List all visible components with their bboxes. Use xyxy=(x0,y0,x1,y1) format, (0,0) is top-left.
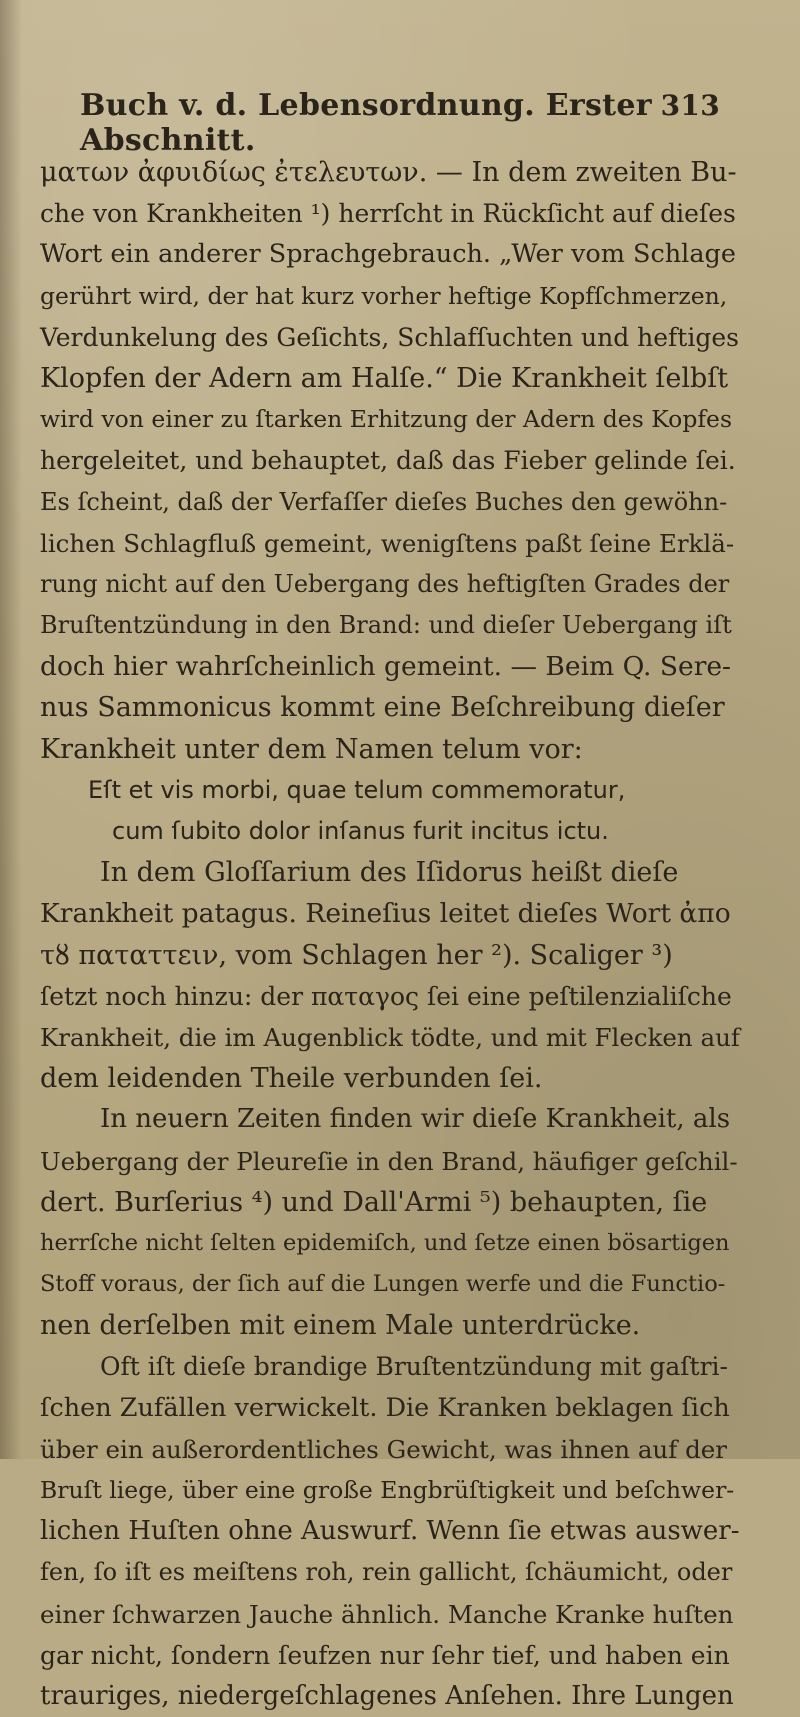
text-line: Krankheit unter dem Namen telum vor: xyxy=(40,733,583,765)
text-line: über ein außerordentliches Gewicht, was ihnen auf der xyxy=(40,1434,727,1464)
text-line: herrſche nicht ſelten epidemiſch, und ſetze einen bösartigen xyxy=(40,1229,730,1256)
text-line: einer ſchwarzen Jauche ähnlich. Manche Kranke huſten xyxy=(40,1599,734,1629)
text-line: Verdunkelung des Geſichts, Schlafſuchten und heftiges xyxy=(40,322,739,352)
text-line: nen derſelben mit einem Male unterdrücke. xyxy=(40,1310,641,1342)
running-title: Buch v. d. Lebensordnung. Erster Abschnitt. xyxy=(80,88,652,158)
text-line: hergeleitet, und behauptet, daß das Fieber gelinde ſei. xyxy=(40,446,736,476)
text-line: wird von einer zu ſtarken Erhitzung der Adern des Kopfes xyxy=(40,405,733,434)
text-line: Krankheit, die im Augenblick tödte, und mit Flecken auf xyxy=(40,1022,740,1052)
text-line: Uebergang der Pleureſie in den Brand, häufiger geſchil- xyxy=(40,1146,738,1176)
text-line: ſchen Zufällen verwickelt. Die Kranken beklagen ſich xyxy=(40,1392,730,1423)
paragraph-start-line: In dem Gloſſarium des Iſidorus heißt dieſe xyxy=(100,857,679,889)
text-line: che von Krankheiten ¹) herrſcht in Rückſicht auf dieſes xyxy=(40,199,736,229)
paragraph-start-line: In neuern Zeiten finden wir dieſe Krankheit, als xyxy=(100,1104,731,1135)
running-header xyxy=(80,88,720,158)
text-line: Bruſtentzündung in den Brand: und dieſer Uebergang iſt xyxy=(40,611,732,640)
latin-quote-line: Eſt et vis morbi, quae telum commemoratur, xyxy=(88,775,626,804)
body-text xyxy=(40,152,740,1717)
text-line: ſetzt noch hinzu: der παταγος ſei eine peſtilenzialiſche xyxy=(40,981,732,1011)
text-line: Bruſt liege, über eine große Engbrüſtigkeit und beſchwer- xyxy=(40,1476,735,1504)
text-line: trauriges, niedergeſchlagenes Anſehen. Ihre Lungen xyxy=(40,1680,734,1711)
text-line: lichen Schlagfluß gemeint, wenigſtens paßt ſeine Erklä- xyxy=(40,528,735,558)
text-line: rung nicht auf den Uebergang des heftigſten Grades der xyxy=(40,569,730,598)
page-number: 313 xyxy=(660,89,720,122)
text-line: Krankheit patagus. Reineſius leitet dieſes Wort ἀπο xyxy=(40,898,731,930)
text-line: fen, ſo iſt es meiſtens roh, rein gallicht, ſchäumicht, oder xyxy=(40,1558,733,1587)
text-line: Wort ein anderer Sprachgebrauch. „Wer vom Schlage xyxy=(40,239,736,270)
text-line: ματων ἀφυιδίως ἐτελευτων. — In dem zweiten Bu- xyxy=(40,157,737,188)
text-line: gerührt wird, der hat kurz vorher heftige Kopfſchmerzen, xyxy=(40,281,728,310)
text-line: dert. Burſerius ⁴) und Dall'Armi ⁵) behaupten, ſie xyxy=(40,1186,708,1218)
text-line: gar nicht, ſondern ſeufzen nur ſehr tief, und haben ein xyxy=(40,1640,730,1670)
text-line: lichen Huſten ohne Auswurf. Wenn ſie etwas auswer- xyxy=(40,1516,740,1547)
text-line: doch hier wahrſcheinlich gemeint. — Beim Q. Sere- xyxy=(40,651,732,683)
text-line: nus Sammonicus kommt eine Beſchreibung dieſer xyxy=(40,692,725,724)
latin-quote-line: cum ſubito dolor inſanus furit incitus ictu. xyxy=(112,817,609,845)
text-line: Klopfen der Adern am Halſe.“ Die Krankheit ſelbſt xyxy=(40,362,729,394)
text-line: τȣ παταττειν, vom Schlagen her ²). Scaliger ³) xyxy=(40,939,673,971)
paragraph-start-line: Oft iſt dieſe brandige Bruſtentzündung mit gaſtri- xyxy=(100,1352,728,1382)
text-line: dem leidenden Theile verbunden ſei. xyxy=(40,1063,543,1095)
text-line: Es ſcheint, daß der Verfaſſer dieſes Buches den gewöhn- xyxy=(40,487,728,516)
text-line: Stoff voraus, der ſich auf die Lungen werfe und die Functio- xyxy=(40,1271,726,1298)
